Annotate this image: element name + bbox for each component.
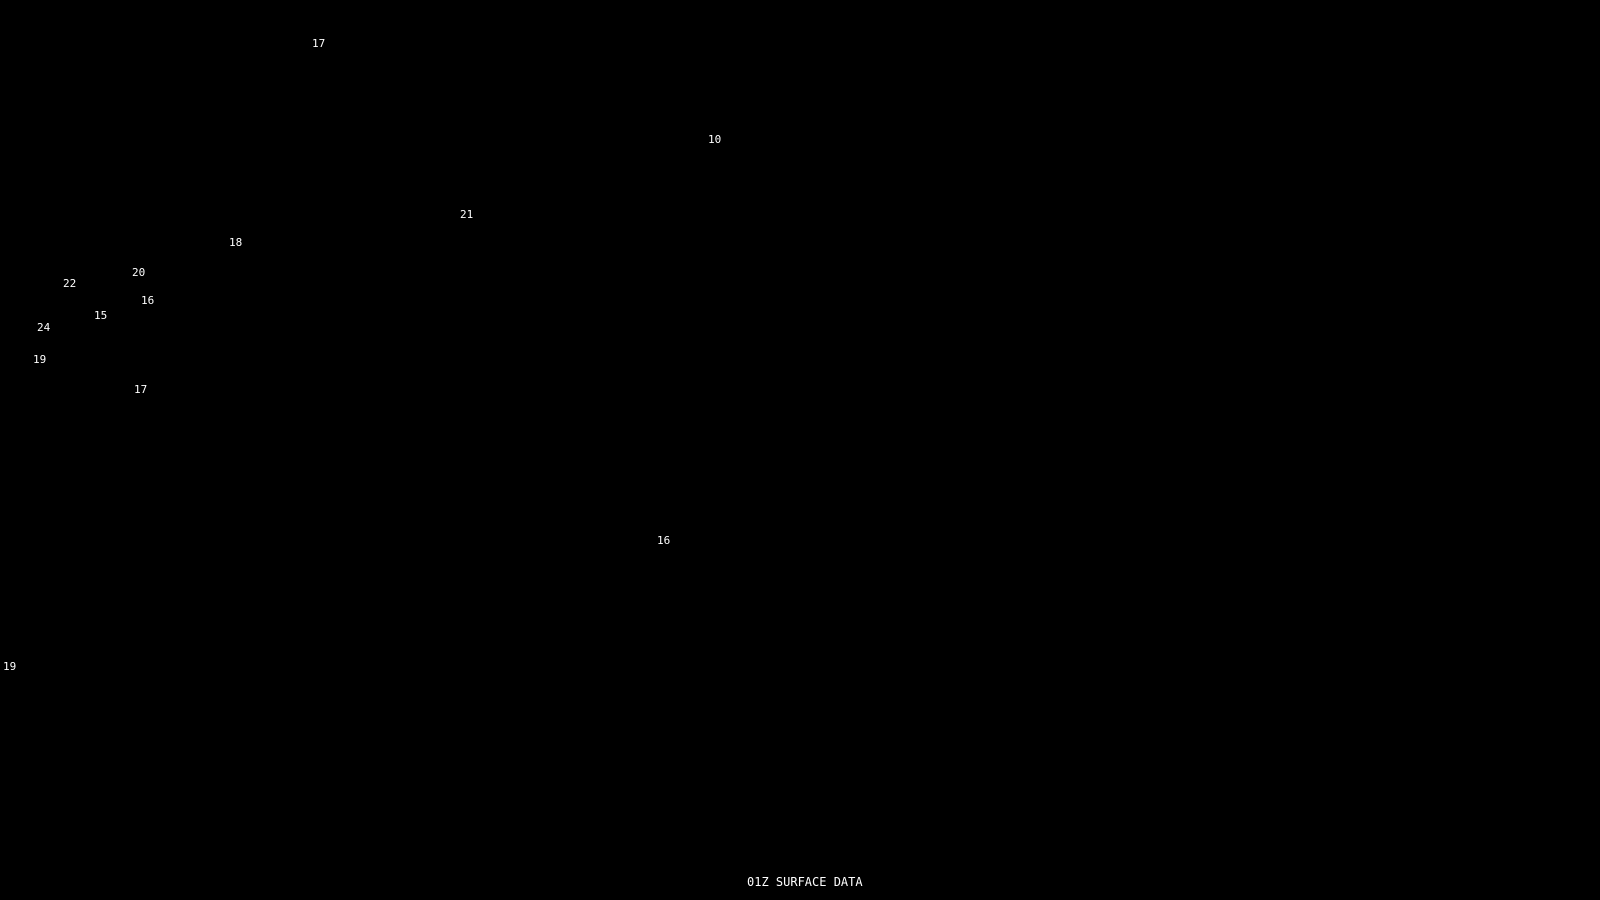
station-temp: 16 [141,294,155,307]
station-temp: 18 [229,236,243,249]
station-temp: 10 [708,133,722,146]
station-temp: 22 [63,277,77,290]
station-temp: 17 [312,37,326,50]
plot-title-caption: 01Z SURFACE DATA [747,875,863,889]
station-temp: 24 [37,321,51,334]
station-temp: 21 [460,208,474,221]
station-temp: 19 [33,353,47,366]
station-temp: 17 [134,383,148,396]
station-temp: 16 [657,534,671,547]
station-temp: 15 [94,309,108,322]
station-temp: 20 [132,266,146,279]
station-temp: 19 [3,660,17,673]
